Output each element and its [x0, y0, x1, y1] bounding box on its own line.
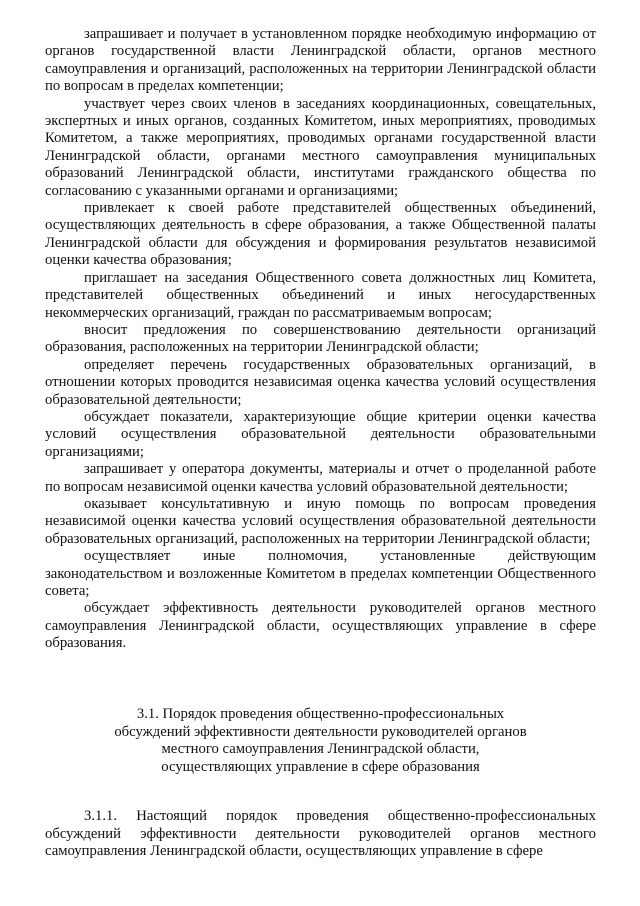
paragraph: привлекает к своей работе представителей общественных объединений, осуществляющих деятельность в сфере образования, а также Общественной палаты Ленинградской области для обсуждения и формирования результатов независимой оценки качества образования; — [45, 200, 596, 269]
paragraph: запрашивает и получает в установленном порядке необходимую информацию от органов государственной власти Ленинградской области, органов местного самоуправления и организаций, расположенных на территории Ленинградской области по вопросам в пределах компетенции; — [45, 26, 596, 95]
paragraph: осуществляет иные полномочия, установленные действующим законодательством и возложенные Комитетом в пределах компетенции Общественного совета; — [45, 548, 596, 599]
powers-list — [45, 26, 596, 653]
section-heading-line: осуществляющих управление в сфере образования — [161, 758, 480, 775]
paragraph: обсуждает показатели, характеризующие общие критерии оценки качества условий осуществления образовательной деятельности образовательными организациями; — [45, 408, 596, 460]
paragraph: участвует через своих членов в заседаниях координационных, совещательных, экспертных и иных органов, созданных Комитетом, иных мероприятиях, проводимых Комитетом, а также мероприятиях, проводимых органами государственной власти Ленинградской области, органами местного самоуправления муниципальных образований Ленинградской области, институтами гражданского общества по согласованию с указанными органами и организациями; — [45, 95, 596, 199]
paragraph: запрашивает у оператора документы, материалы и отчет о проделанной работе по вопросам независимой оценки качества условий образовательной деятельности; — [45, 461, 596, 495]
paragraph: вносит предложения по совершенствованию деятельности организаций образования, расположенных на территории Ленинградской области; — [45, 321, 596, 356]
section-heading-line: 3.1. Порядок проведения общественно-профессиональных — [136, 706, 505, 722]
paragraph: обсуждает эффективность деятельности руководителей органов местного самоуправления Ленинградской области, осуществляющих управление в сфере образования. — [45, 600, 596, 652]
paragraph: оказывает консультативную и иную помощь по вопросам проведения независимой оценки качества условий осуществления образовательной деятельности образовательных организаций, расположенных на территории Ленинградской области; — [45, 495, 596, 547]
paragraph: определяет перечень государственных образовательных организаций, в отношении которых проводится независимая оценка качества условий осуществления образовательной деятельности; — [45, 356, 596, 408]
section-body — [45, 808, 596, 861]
section-heading-line: местного самоуправления Ленинградской области, — [161, 741, 480, 758]
section-heading — [45, 706, 596, 776]
section-heading-line: обсуждений эффективности деятельности руководителей органов — [114, 723, 527, 740]
paragraph: приглашает на заседания Общественного совета должностных лиц Комитета, представителей общественных объединений и иных негосударственных некоммерческих организаций, граждан по рассматриваемым вопросам; — [45, 269, 596, 321]
section-paragraph: 3.1.1. Настоящий порядок проведения общественно-профессиональных обсуждений эффективности деятельности руководителей органов местного самоуправления Ленинградской области, осуществляющих управление в сфере — [45, 808, 596, 860]
